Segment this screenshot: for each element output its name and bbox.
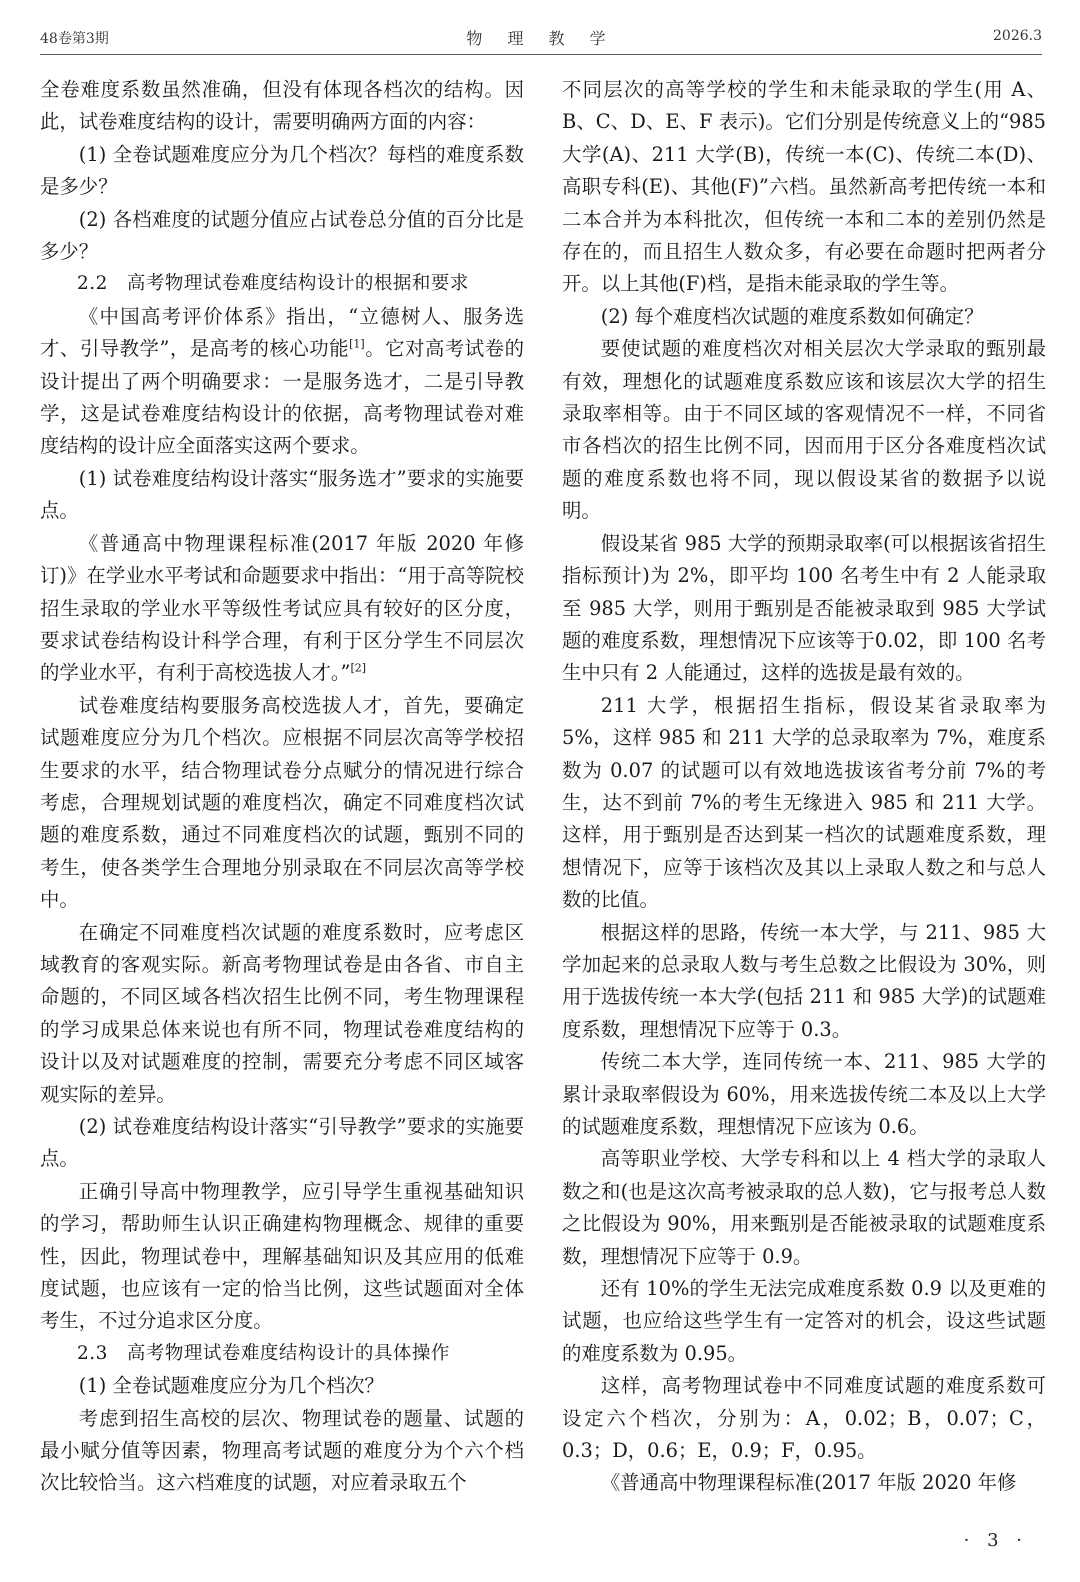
paragraph: 《普通高中物理课程标准(2017 年版 2020 年修 [600, 1471, 1017, 1495]
paragraph: 传统二本大学，连同传统一本、211、985 大学的累计录取率假设为 60%，用来选拔传统二本及以上大学的试题难度系数，理想情况下应该为 0.6。 [562, 1050, 1046, 1138]
paragraph: (2) 试卷难度结构设计落实“引导教学”要求的实施要点。 [40, 1115, 524, 1171]
paragraph: (2) 各档难度的试题分值应占试卷总分值的百分比是多少？ [40, 207, 524, 264]
section-heading: 2.2 高考物理试卷难度结构设计的根据和要求 [77, 273, 469, 295]
paragraph: 这样，高考物理试卷中不同难度试题的难度系数可设定六个档次，分别为：A，0.02；B，0.07；C，0.3；D，0.6；E，0.9；F，0.95。 [562, 1374, 1046, 1463]
paragraph: 211 大学，根据招生指标，假设某省录取率为 5%，这样 985 和 211 大学的总录取率为 7%，难度系数为 0.07 的试题可以有效地选拔该省考分前 7%的考生，达不到前 7%的考生无缘进入 985 和 211 大学。这样，用于甄别是否达到某一档次的试题难度系数，理想情况下，应等于该档次及其以上录取人数之和与总人数的比值。 [562, 693, 1046, 912]
page-number: · 3 · [963, 1530, 1028, 1551]
paragraph: 试卷难度结构要服务高校选拔人才，首先，要确定试题难度应分为几个档次。应根据不同层次高等学校招生要求的水平，结合物理试卷分点赋分的情况进行综合考虑，合理规划试题的难度档次，确定不同难度档次试题的难度系数，通过不同难度档次的试题，甄别不同的考生，使各类学生合理地分别录取在不同层次高等学校中。 [40, 693, 524, 912]
paragraph: 假设某省 985 大学的预期录取率(可以根据该省招生指标预计)为 2%，即平均 100 名考生中有 2 人能录取至 985 大学，则用于甄别是否能被录取到 985 大学试题的难度系数，理想情况下应该等于0.02，即 100 名考生中只有 2 人能通过，这样的选拔是最有效的。 [562, 531, 1046, 685]
paragraph: 高等职业学校、大学专科和以上 4 档大学的录取人数之和(也是这次高考被录取的总人数)，它与报考总人数之比假设为 90%，用来甄别是否能被录取的试题难度系数，理想情况下应等于 0.9。 [562, 1147, 1046, 1268]
citation-marker: [2] [350, 661, 367, 675]
issue-label: 48卷第3期 [40, 31, 109, 47]
paragraph: 还有 10%的学生无法完成难度系数 0.9 以及更难的试题，也应给这些学生有一定答对的机会，设这些试题的难度系数为 0.95。 [562, 1277, 1046, 1365]
issue-date: 2026.3 [993, 28, 1042, 44]
paragraph: 根据这样的思路，传统一本大学，与 211、985 大学加起来的总录取人数与考生总数之比假设为 30%，则用于选拔传统一本大学(包括 211 和 985 大学)的试题难度系数，理想情况下应等于 0.3。 [562, 920, 1046, 1041]
paragraph: 在确定不同难度档次试题的难度系数时，应考虑区域教育的客观实际。新高考物理试卷是由各省、市自主命题的，不同区域各档次招生比例不同，考生物理课程的学习成果总体来说也有所不同，物理试卷难度结构的设计以及对试题难度的控制，需要充分考虑不同区域客观实际的差异。 [40, 920, 524, 1106]
paragraph: 《中国高考评价体系》指出，“立德树人、服务选才、引导教学”，是高考的核心功能[1]。它对高考试卷的设计提出了两个明确要求：一是服务选才，二是引导教学，这是试卷难度结构设计的依据，高考物理试卷对难度结构的设计应全面落实这两个要求。 [40, 304, 524, 458]
left-column [40, 74, 524, 1500]
paragraph: (2) 每个难度档次试题的难度系数如何确定？ [600, 304, 984, 328]
paragraph: (1) 全卷试题难度应分为几个档次？ [78, 1374, 384, 1398]
paragraph: 《普通高中物理课程标准(2017 年版 2020 年修订)》在学业水平考试和命题要求中指出：“用于高等院校招生录取的学业水平等级性考试应具有较好的区分度，要求试卷结构设计科学合理，有利于区分学生不同层次的学业水平，有利于高校选拔人才。”[2] [40, 531, 524, 685]
paragraph: 考虑到招生高校的层次、物理试卷的题量、试题的最小赋分值等因素，物理高考试题的难度分为个六个档次比较恰当。这六档难度的试题，对应着录取五个 [40, 1406, 524, 1495]
journal-title: 物 理 教 学 [466, 29, 616, 48]
paragraph: 全卷难度系数虽然准确，但没有体现各档次的结构。因此，试卷难度结构的设计，需要明确两方面的内容： [40, 78, 524, 134]
paragraph: 要使试题的难度档次对相关层次大学录取的甄别最有效，理想化的试题难度系数应该和该层次大学的招生录取率相等。由于不同区域的客观情况不一样，不同省市各档次的招生比例不同，因而用于区分各难度档次试题的难度系数也将不同，现以假设某省的数据予以说明。 [562, 337, 1046, 523]
paragraph: (1) 全卷试题难度应分为几个档次？每档的难度系数是多少？ [40, 142, 524, 199]
running-header [40, 24, 1042, 55]
paragraph: 不同层次的高等学校的学生和未能录取的学生(用 A、B、C、D、E、F 表示)。它们分别是传统意义上的“985 大学(A)、211 大学(B)，传统一本(C)、传统二本(D)、高职专科(E)、其他(F)”六档。虽然新高考把传统一本和二本合并为本科批次，但传统一本和二本的差别仍然是存在的，而且招生人数众多，有必要在命题时把两者分开。以上其他(F)档，是指未能录取的学生等。 [562, 78, 1046, 296]
citation-marker: [1] [349, 337, 365, 351]
section-heading: 2.3 高考物理试卷难度结构设计的具体操作 [77, 1342, 450, 1364]
paragraph: (1) 试卷难度结构设计落实“服务选才”要求的实施要点。 [40, 466, 524, 523]
paragraph: 正确引导高中物理教学，应引导学生重视基础知识的学习，帮助师生认识正确建构物理概念、规律的重要性，因此，物理试卷中，理解基础知识及其应用的低难度试题，也应该有一定的恰当比例，这些试题面对全体考生，不过分追求区分度。 [40, 1179, 524, 1333]
right-column [562, 74, 1046, 1500]
